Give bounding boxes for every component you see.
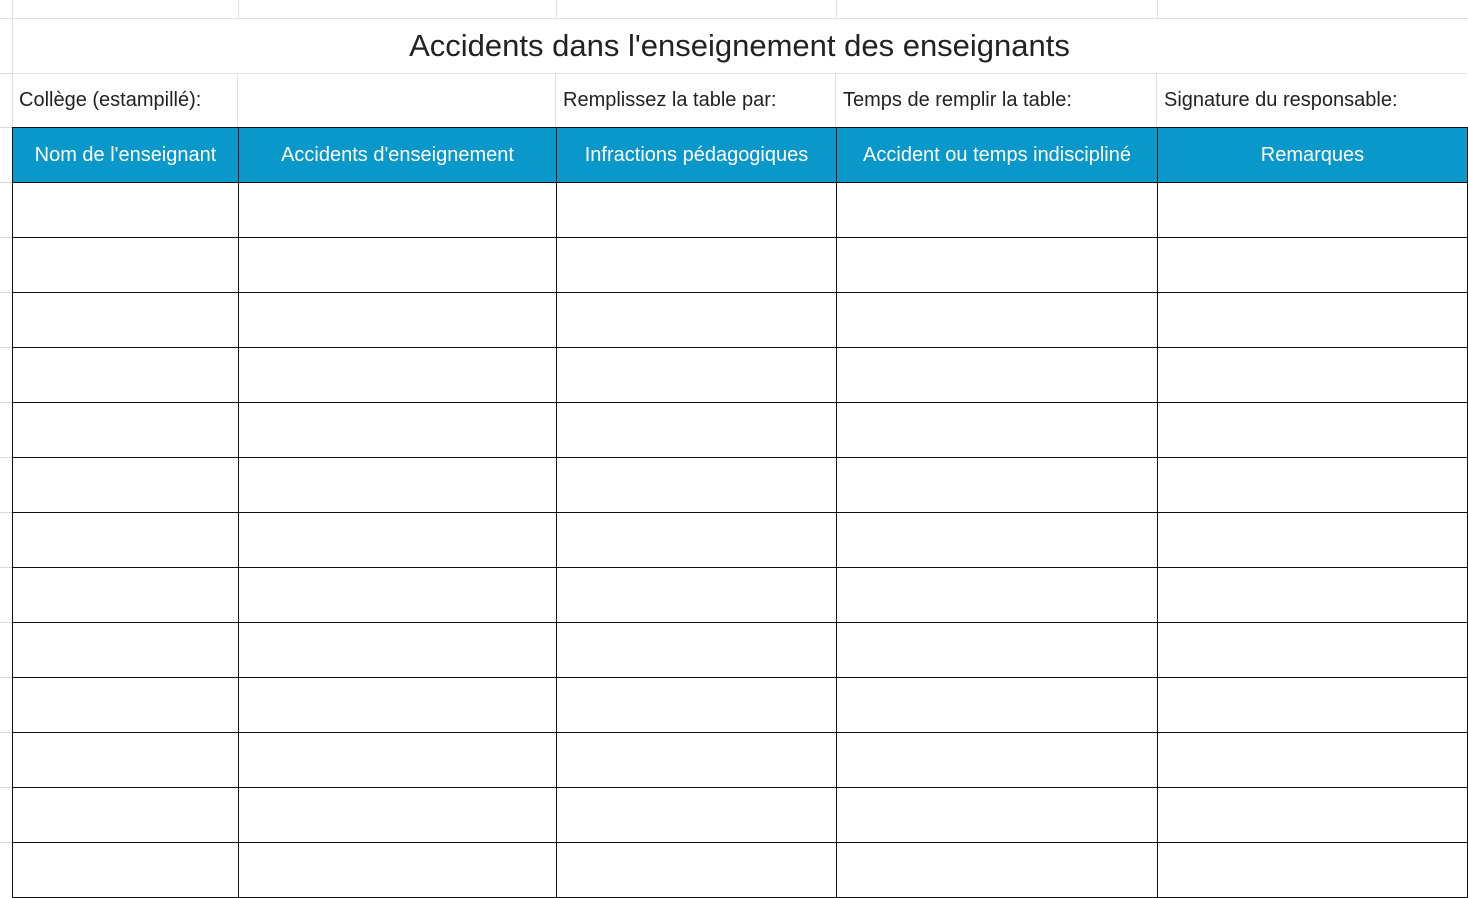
column-header-teacher-name[interactable]: Nom de l'enseignant [13,128,239,183]
table-cell[interactable] [239,678,557,733]
table-cell[interactable] [1158,183,1468,238]
table-cell[interactable] [837,513,1158,568]
table-cell[interactable] [837,788,1158,843]
table-cell[interactable] [837,623,1158,678]
table-row [13,183,1468,238]
table-cell[interactable] [837,348,1158,403]
table-cell[interactable] [837,293,1158,348]
table-cell[interactable] [239,348,557,403]
table-cell[interactable] [1158,348,1468,403]
table-cell[interactable] [837,678,1158,733]
table-cell[interactable] [13,183,239,238]
table-cell[interactable] [837,238,1158,293]
table-cell[interactable] [1158,568,1468,623]
sheet-top-gridlines [0,0,1468,19]
table-cell[interactable] [837,733,1158,788]
table-row [13,678,1468,733]
table-cell[interactable] [557,788,837,843]
table-cell[interactable] [557,623,837,678]
table-cell[interactable] [1158,293,1468,348]
table-cell[interactable] [837,403,1158,458]
table-cell[interactable] [13,348,239,403]
college-label: Collège (estampillé): [19,88,202,111]
column-header-pedagogical-infractions[interactable]: Infractions pédagogiques [557,128,837,183]
table-cell[interactable] [557,238,837,293]
table-cell[interactable] [239,733,557,788]
time-label-cell[interactable] [836,73,1157,127]
table-cell[interactable] [557,733,837,788]
table-cell[interactable] [13,293,239,348]
table-cell[interactable] [1158,513,1468,568]
table-cell[interactable] [1158,788,1468,843]
table-cell[interactable] [13,513,239,568]
table-cell[interactable] [557,458,837,513]
table-cell[interactable] [1158,403,1468,458]
table-cell[interactable] [557,513,837,568]
table-row [13,843,1468,898]
table-cell[interactable] [239,458,557,513]
column-header-undisciplined-time[interactable]: Accident ou temps indiscipliné [837,128,1158,183]
table-row [13,403,1468,458]
accidents-table [12,127,1468,898]
table-cell[interactable] [13,458,239,513]
column-header-teaching-accidents[interactable]: Accidents d'enseignement [239,128,557,183]
column-header-remarks[interactable]: Remarques [1158,128,1468,183]
table-cell[interactable] [557,678,837,733]
table-cell[interactable] [239,843,557,898]
signature-label-cell[interactable] [1157,73,1467,127]
table-cell[interactable] [837,843,1158,898]
table-cell[interactable] [13,843,239,898]
table-row [13,568,1468,623]
table-cell[interactable] [1158,238,1468,293]
table-cell[interactable] [13,733,239,788]
table-cell[interactable] [239,183,557,238]
sheet-title[interactable]: Accidents dans l'enseignement des enseignants [12,18,1467,74]
table-cell[interactable] [557,348,837,403]
table-cell[interactable] [557,293,837,348]
table-row [13,293,1468,348]
college-label-cell[interactable] [12,73,238,127]
header-row [13,128,1468,183]
table-cell[interactable] [557,843,837,898]
table-cell[interactable] [239,293,557,348]
time-label: Temps de remplir la table: [843,88,1072,111]
table-cell[interactable] [239,568,557,623]
table-cell[interactable] [13,788,239,843]
table-cell[interactable] [239,623,557,678]
table-cell[interactable] [13,623,239,678]
table-cell[interactable] [837,183,1158,238]
table-cell[interactable] [239,403,557,458]
table-cell[interactable] [557,183,837,238]
table-cell[interactable] [1158,733,1468,788]
table-cell[interactable] [1158,458,1468,513]
table-row [13,238,1468,293]
table-cell[interactable] [13,403,239,458]
college-value-cell[interactable] [238,73,556,127]
table-cell[interactable] [239,238,557,293]
table-cell[interactable] [837,568,1158,623]
table-row [13,733,1468,788]
filled-by-label: Remplissez la table par: [563,88,777,111]
table-cell[interactable] [557,403,837,458]
table-cell[interactable] [837,458,1158,513]
table-body [13,183,1468,898]
signature-label: Signature du responsable: [1164,88,1398,111]
table-cell[interactable] [239,513,557,568]
table-cell[interactable] [1158,678,1468,733]
meta-row [12,73,1467,127]
table-row [13,788,1468,843]
table-cell[interactable] [239,788,557,843]
table-row [13,623,1468,678]
table-cell[interactable] [13,678,239,733]
table-row [13,458,1468,513]
table-cell[interactable] [1158,623,1468,678]
table-cell[interactable] [13,238,239,293]
table-row [13,348,1468,403]
filled-by-label-cell[interactable] [556,73,836,127]
table-row [13,513,1468,568]
table-cell[interactable] [13,568,239,623]
table-cell[interactable] [557,568,837,623]
table-cell[interactable] [1158,843,1468,898]
